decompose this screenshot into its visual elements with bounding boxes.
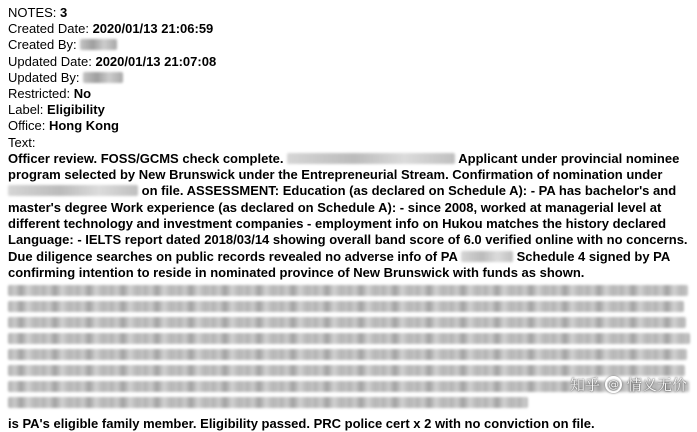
updated-date-field — [8, 54, 697, 70]
created-by-field — [8, 37, 697, 53]
updated-by-label: Updated By: — [8, 69, 80, 85]
notes-value: 3 — [60, 5, 68, 20]
redacted-inline-3 — [461, 251, 513, 262]
watermark-site: 知乎 — [569, 376, 600, 394]
office-field — [8, 118, 697, 134]
updated-by-field — [8, 70, 697, 86]
created-by-label: Created By: — [8, 37, 77, 53]
office-label: Office: — [8, 118, 46, 134]
redacted-line — [8, 397, 528, 408]
note-text-segment-4: Schedule 4 signed by PA confirming intention to reside in nominated province of New Brunswick with funds as shown. — [8, 248, 670, 280]
redacted-line — [8, 349, 687, 360]
redacted-line — [8, 301, 684, 312]
notes-field — [8, 5, 697, 21]
note-text-segment-3: on file. ASSESSMENT: Education (as declared on Schedule A): - PA has bachelor's and master's degree Work experience (as declared on Schedule A): - since 2008, worked at managerial level at different technology and investment companies - employment info on Hukou matches the history declared Language: - IELTS report dated 2018/03/14 showing overall band score of 6.0 verified online with no concerns. Due diligence searches on public records revealed no adverse info of PA — [8, 183, 688, 264]
label-value: Eligibility — [47, 102, 105, 118]
created-date-field — [8, 21, 697, 37]
restricted-label: Restricted: — [8, 86, 71, 102]
restricted-value: No — [73, 86, 92, 102]
label-label: Label: — [8, 102, 44, 118]
created-date-value: 2020/01/13 21:06:59 — [92, 21, 214, 37]
restricted-field — [8, 86, 697, 102]
note-text-segment-2: Applicant under provincial nominee program selected by New Brunswick under the Entrepreneurial Stream. Confirmation of nomination under — [8, 150, 680, 183]
redacted-line — [8, 333, 690, 344]
note-last-line: is PA's eligible family member. Eligibility passed. PRC police cert x 2 with no conviction on file. — [8, 416, 595, 432]
notes-label: NOTES: — [8, 5, 57, 20]
redacted-inline-1 — [287, 153, 455, 164]
updated-date-label: Updated Date: — [8, 53, 92, 69]
redacted-line — [8, 317, 686, 328]
label-field — [8, 102, 697, 118]
updated-by-redacted — [83, 72, 123, 83]
redacted-paragraph — [8, 282, 692, 416]
updated-date-value: 2020/01/13 21:07:08 — [95, 53, 217, 69]
zhihu-watermark — [570, 374, 687, 395]
note-text-segment-1: Officer review. FOSS/GCMS check complete. — [8, 150, 284, 166]
text-label: Text: — [8, 134, 36, 150]
watermark-user: 情义无价 — [626, 376, 687, 394]
note-body-text — [8, 151, 694, 281]
text-field-label — [8, 135, 697, 151]
redacted-inline-2 — [8, 185, 138, 196]
at-icon: @ — [605, 376, 622, 393]
office-value: Hong Kong — [48, 118, 120, 134]
redacted-line — [8, 285, 688, 296]
created-by-redacted — [80, 39, 117, 50]
created-date-label: Created Date: — [8, 21, 89, 37]
